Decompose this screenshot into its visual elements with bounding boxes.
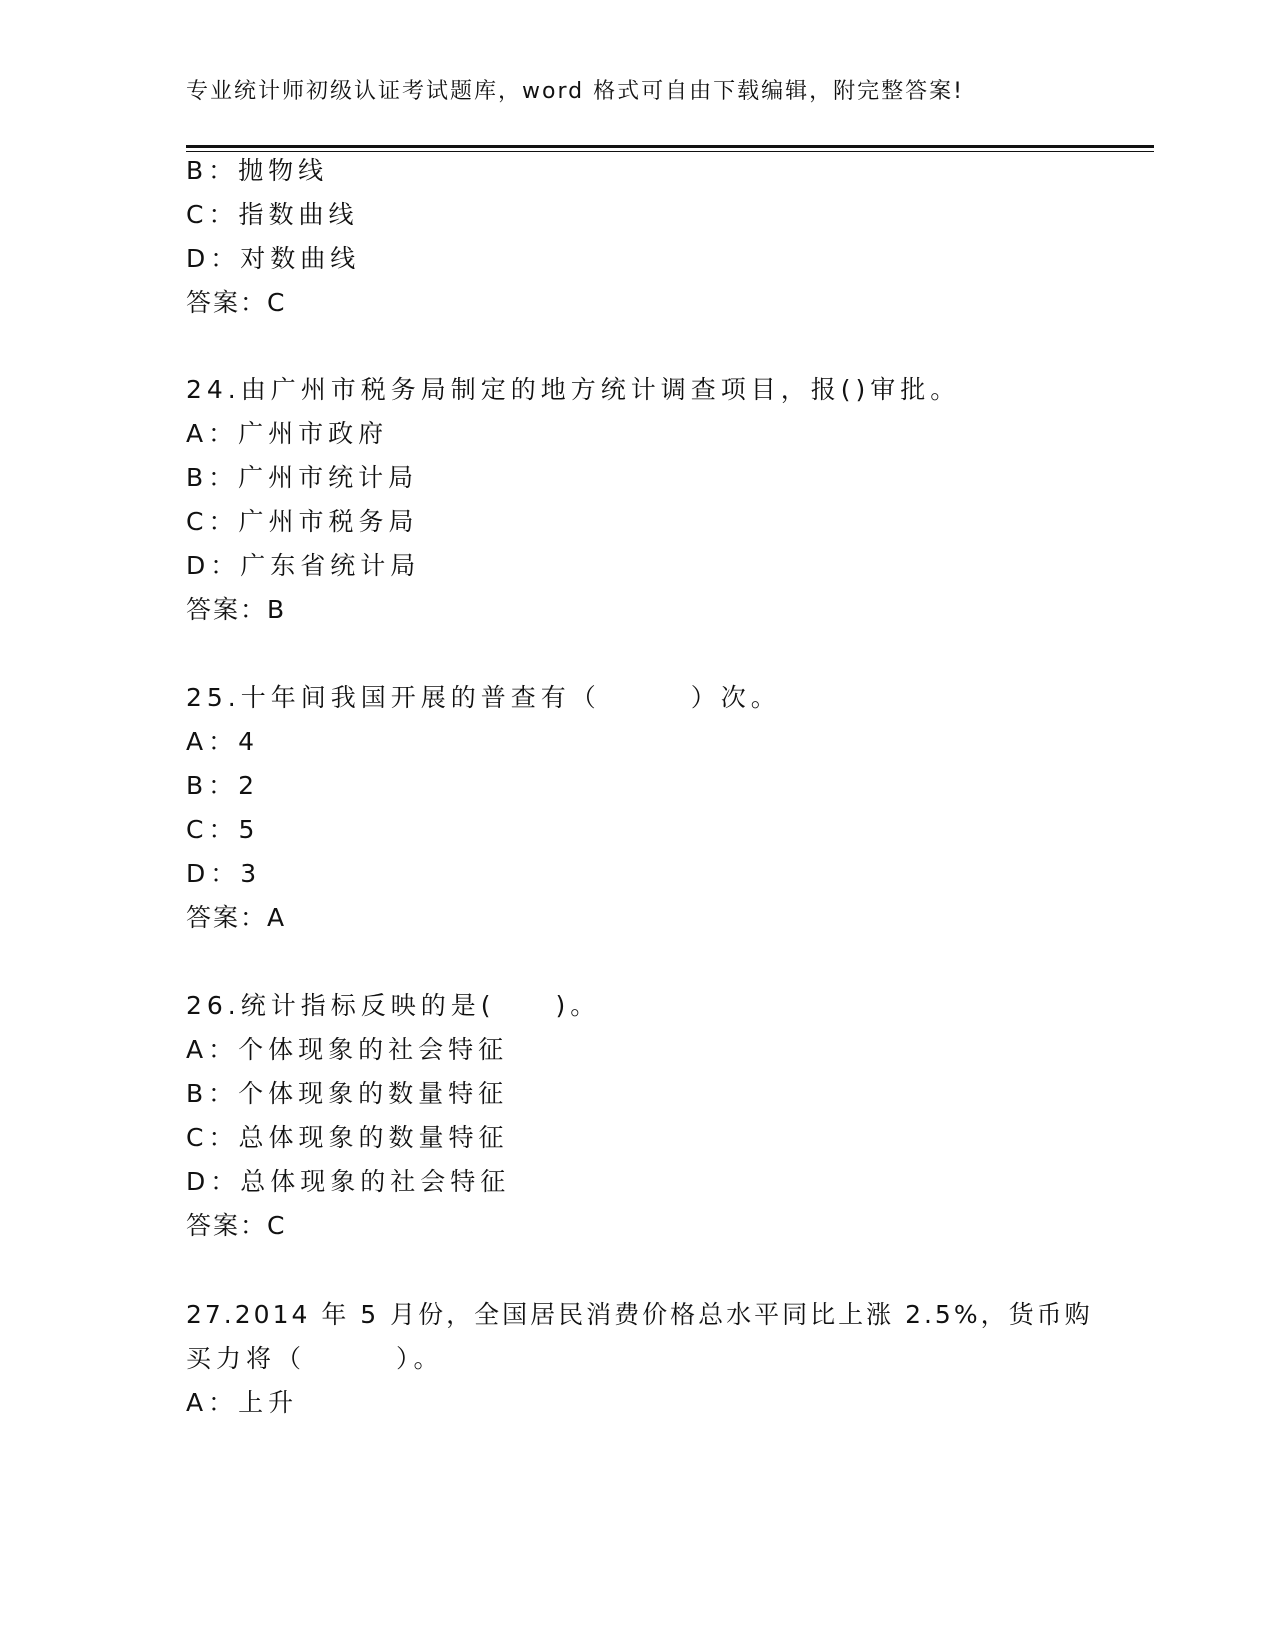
option-d: D：总体现象的社会特征 <box>186 1167 511 1196</box>
option-b: B：抛物线 <box>186 156 329 185</box>
option-d: D：广东省统计局 <box>186 551 421 580</box>
page-header: 专业统计师初级认证考试题库，word 格式可自由下载编辑，附完整答案! <box>186 79 964 104</box>
option-a: A：4 <box>186 727 260 756</box>
option-d: D：对数曲线 <box>186 244 361 273</box>
question-27: 27.2014 年 5 月份，全国居民消费价格总水平同比上涨 2.5%，货币购 <box>186 1300 1093 1329</box>
option-c: C：指数曲线 <box>186 200 359 229</box>
header-divider-thin <box>186 151 1154 152</box>
answer: 答案：C <box>186 1211 287 1240</box>
header-divider <box>186 145 1154 148</box>
option-b: B：2 <box>186 771 260 800</box>
answer: 答案：B <box>186 595 287 624</box>
option-b: B：广州市统计局 <box>186 463 419 492</box>
option-a: A：个体现象的社会特征 <box>186 1035 509 1064</box>
option-c: C：广州市税务局 <box>186 507 419 536</box>
option-a: A：上升 <box>186 1388 299 1417</box>
question-26: 26.统计指标反映的是( )。 <box>186 991 601 1020</box>
answer: 答案：A <box>186 903 287 932</box>
option-d: D：3 <box>186 859 262 888</box>
option-b: B：个体现象的数量特征 <box>186 1079 509 1108</box>
answer: 答案：C <box>186 288 287 317</box>
option-a: A：广州市政府 <box>186 419 389 448</box>
option-c: C：5 <box>186 815 260 844</box>
question-24: 24.由广州市税务局制定的地方统计调查项目，报()审批。 <box>186 375 961 404</box>
option-c: C：总体现象的数量特征 <box>186 1123 509 1152</box>
question-25: 25.十年间我国开展的普查有（ ）次。 <box>186 683 781 712</box>
question-27-continued: 买力将（ ）。 <box>186 1344 444 1373</box>
